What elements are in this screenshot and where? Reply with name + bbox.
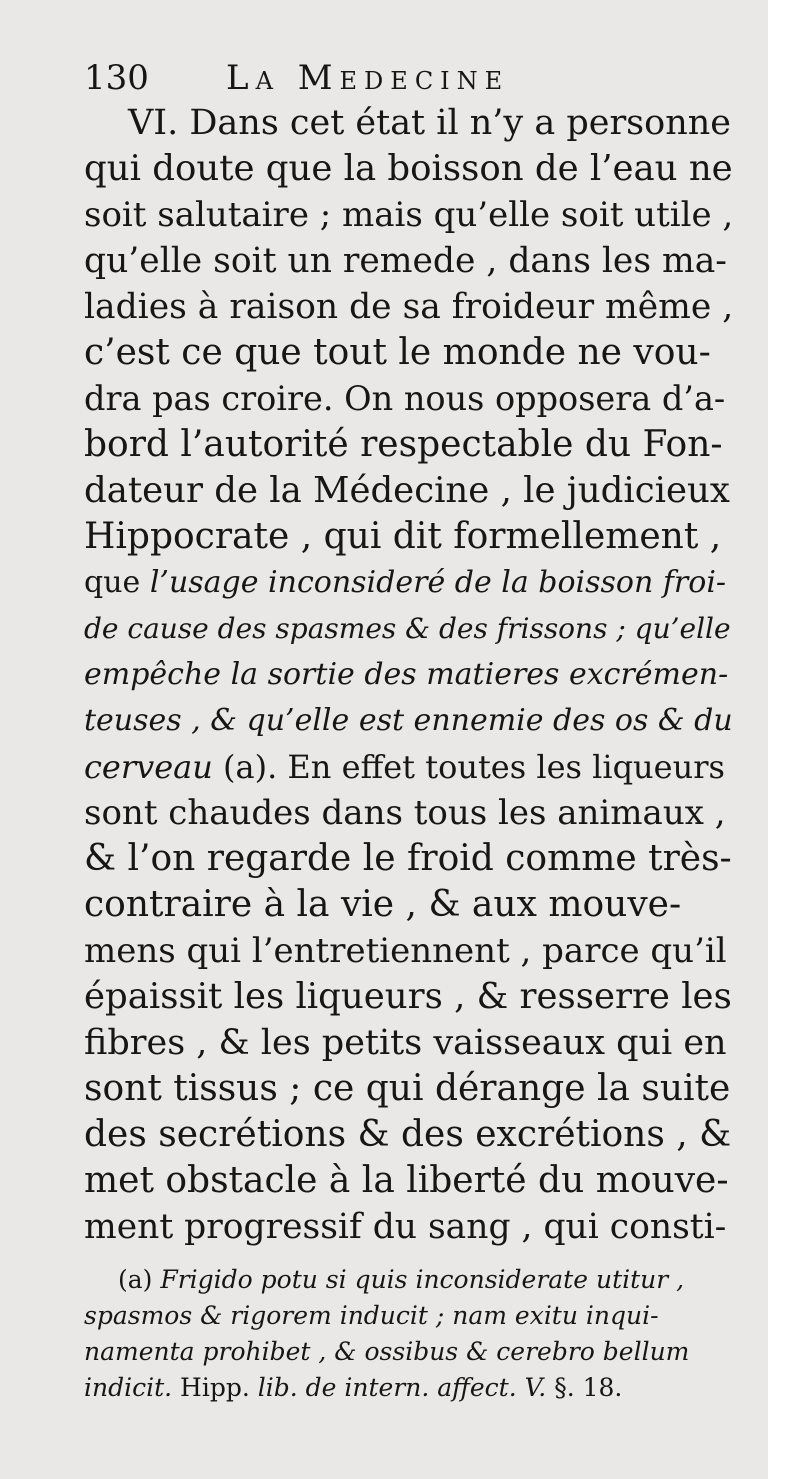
footnote-line-segment: lib. de intern. affect. V. (257, 1373, 547, 1402)
text-line (84, 836, 734, 882)
text-line-segment: cerveau (84, 748, 213, 786)
text-line-segment: sont tissus ; ce qui dérange la suite (84, 1068, 731, 1109)
text-line-segment: c’est ce que tout le monde ne vou- (84, 332, 711, 373)
text-line-segment: (a). En effet toutes les liqueurs (212, 748, 725, 786)
text-line-segment: met obstacle à la liberté du mouve- (84, 1160, 729, 1201)
text-line-segment: ment progressif du sang , qui consti- (84, 1207, 727, 1247)
main-text (84, 100, 734, 1250)
text-line (84, 790, 734, 836)
text-line (84, 1204, 734, 1250)
text-line-segment: mens qui l’entretiennent , parce qu’il (84, 931, 727, 971)
text-line (84, 468, 734, 514)
text-line (84, 238, 734, 284)
text-line-segment: soit salutaire ; mais qu’elle soit utile , (84, 195, 734, 235)
text-line-segment: dateur de la Médecine , le judicieux (84, 470, 730, 511)
page-edge (768, 0, 800, 1479)
text-line-segment: fibres , & les petits vaisseaux qui en (84, 1023, 727, 1063)
footnote-line-segment: spasmos & rigorem inducit ; nam exitu inqui- (84, 1301, 659, 1330)
text-line (84, 1158, 734, 1204)
text-line-segment: bord l’autorité respectable du Fon- (84, 424, 723, 465)
text-line (84, 284, 734, 330)
footnote-line-segment: namenta prohibet , & ossibus & cerebro bellum (84, 1337, 690, 1366)
text-line (84, 974, 734, 1020)
text-line (84, 1020, 734, 1066)
footnote-line (84, 1262, 734, 1298)
text-line-segment: teuses , & qu’elle est ennemie des os & du (84, 703, 733, 738)
text-line (84, 652, 734, 698)
text-line-segment: & l’on regarde le froid comme très- (84, 838, 732, 879)
text-line-segment: qui doute que la boisson de l’eau ne (84, 148, 733, 189)
text-line-segment: que (84, 565, 150, 600)
text-line-segment: dra pas croire. On nous opposera d’a- (84, 379, 726, 418)
text-line-segment: VI. Dans cet état il n’y a personne (128, 103, 731, 143)
text-line-segment: des secrétions & des excrétions , & (84, 1114, 732, 1155)
text-line (84, 192, 734, 238)
text-line (84, 1066, 734, 1112)
text-line (84, 698, 734, 744)
footnote (84, 1262, 734, 1406)
page-number: 130 (84, 58, 149, 98)
footnote-line (84, 1370, 734, 1406)
footnote-line-segment: Frigido potu si quis inconsiderate utitur , (160, 1265, 685, 1294)
text-line (84, 422, 734, 468)
text-line-segment: l’usage inconsideré de la boisson froi- (149, 565, 727, 600)
text-line-segment: contraire à la vie , & aux mouve- (84, 884, 682, 925)
text-line-segment: Hippocrate , qui dit formellement , (84, 516, 722, 557)
text-line (84, 514, 734, 560)
text-line (84, 100, 734, 146)
text-line (84, 928, 734, 974)
text-line (84, 146, 734, 192)
text-line-segment: ladies à raison de sa froideur même , (84, 287, 734, 327)
text-line-segment: empêche la sortie des matieres excrémen- (84, 657, 729, 692)
text-line (84, 606, 734, 652)
text-line (84, 1112, 734, 1158)
text-line (84, 882, 734, 928)
text-line (84, 376, 734, 422)
text-line-segment: épaissit les liqueurs , & resserre les (84, 976, 732, 1017)
footnote-line-segment: (a) (118, 1265, 161, 1294)
text-line (84, 330, 734, 376)
text-line-segment: qu’elle soit un remede , dans les ma- (84, 241, 727, 281)
text-line (84, 560, 734, 606)
footnote-line-segment: indicit. (84, 1373, 173, 1402)
footnote-line (84, 1334, 734, 1370)
text-line-segment: de cause des spasmes & des frissons ; qu’elle (84, 612, 731, 645)
footnote-line-segment: §. 18. (546, 1373, 623, 1402)
footnote-line (84, 1298, 734, 1334)
footnote-line-segment: Hipp. (172, 1373, 258, 1402)
text-line-segment: sont chaudes dans tous les animaux , (84, 793, 726, 833)
text-line (84, 744, 734, 790)
running-title: La Medecine (226, 58, 510, 98)
